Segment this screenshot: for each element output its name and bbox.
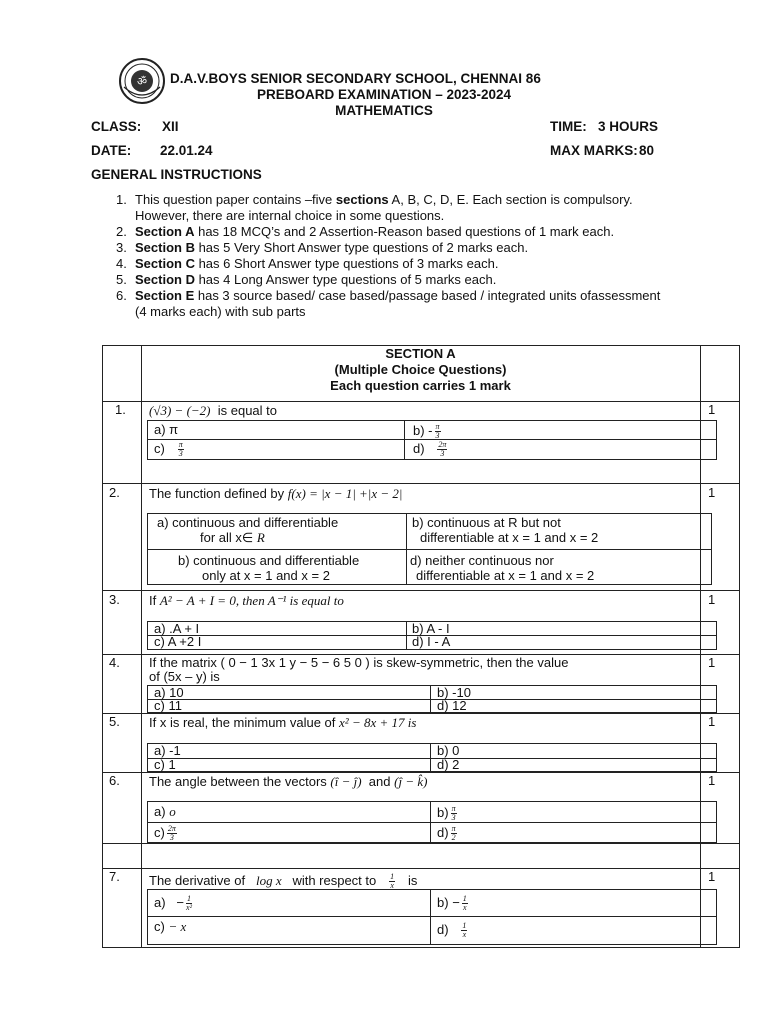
row-divider	[103, 868, 739, 869]
question-marks: 1	[708, 869, 716, 884]
options-divider	[148, 758, 716, 759]
options-box	[147, 685, 717, 713]
max-marks-label: MAX MARKS:	[550, 143, 638, 158]
instruction-item: 5. Section D has 4 Long Answer type questions of 5 marks each.	[116, 272, 497, 287]
school-name: D.A.V.BOYS SENIOR SECONDARY SCHOOL, CHENNAI 86	[170, 71, 541, 86]
row-divider	[103, 772, 739, 773]
time-value: 3 HOURS	[598, 119, 659, 134]
options-divider	[430, 890, 431, 944]
question-text: (√3) − (−2) is equal to	[149, 403, 277, 418]
option-a: a) .A + I	[154, 621, 200, 636]
question-marks: 1	[708, 402, 716, 417]
option-b: b) − $\frac{1}{x}$	[437, 894, 467, 912]
instruction-item: 4. Section C has 6 Short Answer type questions of 3 marks each.	[116, 256, 499, 271]
option-c-cont: only at x = 1 and x = 2	[202, 568, 330, 583]
question-text: If x is real, the minimum value of x² − 8x + 17 is	[149, 715, 417, 730]
option-b-cont: differentiable at x = 1 and x = 2	[420, 530, 599, 545]
option-d: d) $\frac{2\pi}{3}$	[413, 440, 447, 458]
question-number: 2.	[109, 485, 120, 500]
question-marks: 1	[708, 714, 716, 729]
question-number: 4.	[109, 655, 120, 670]
option-d: d) neither continuous nor	[410, 553, 554, 568]
option-c: b) continuous and differentiable	[178, 553, 360, 568]
option-b: b) $\frac{\pi}{3}$	[437, 804, 456, 822]
option-b: b) - $\frac{\pi}{3}$	[413, 422, 440, 440]
question-text: The function defined by f(x) = |x − 1| +|x − 2|	[149, 486, 403, 501]
section-subtitle: (Multiple Choice Questions)	[334, 362, 507, 377]
option-c: c) $\frac{\pi}{3}$	[154, 440, 183, 458]
option-b: b) 0	[437, 743, 460, 758]
option-c: c) A +2 I	[154, 634, 202, 649]
date-value: 22.01.24	[160, 143, 213, 158]
option-a-cont: for all x∈ R	[200, 530, 265, 545]
question-text: The derivative of log x with respect to $\frac{1}{x}$ is	[149, 872, 418, 890]
class-label: CLASS:	[91, 119, 142, 134]
options-divider	[148, 699, 716, 700]
question-number: 6.	[109, 773, 120, 788]
question-number: 7.	[109, 869, 120, 884]
option-d: d) 2	[437, 757, 460, 772]
options-divider	[148, 822, 716, 823]
instructions-title: GENERAL INSTRUCTIONS	[91, 167, 262, 182]
option-b: b) continuous at R but not	[412, 515, 561, 530]
question-marks: 1	[708, 655, 716, 670]
time-label: TIME:	[550, 119, 587, 134]
row-divider	[103, 713, 739, 714]
instructions-list	[116, 192, 671, 320]
question-text: If A² − A + I = 0, then A⁻¹ is equal to	[149, 593, 344, 608]
options-box	[147, 621, 717, 650]
question-text: If the matrix ( 0 − 1 3x 1 y − 5 − 6 5 0 ) is skew-symmetric, then the value	[149, 655, 569, 670]
options-box	[147, 420, 717, 460]
question-table	[102, 345, 740, 948]
option-d: d) 12	[437, 698, 467, 713]
option-c: c) 1	[154, 757, 176, 772]
row-divider	[103, 483, 739, 484]
row-divider	[103, 843, 739, 844]
option-d: d) $\frac{1}{x}$	[437, 921, 467, 939]
svg-text:ॐ: ॐ	[136, 75, 148, 88]
options-divider	[404, 421, 405, 459]
question-number: 1.	[115, 402, 126, 417]
instruction-item: 6. Section E has 3 source based/ case based/passage based / integrated units ofassessment (4 marks each) with sub parts	[116, 288, 661, 319]
option-c: c) 11	[154, 698, 182, 713]
date-label: DATE:	[91, 143, 132, 158]
row-divider	[103, 590, 739, 591]
instruction-item: 1. This question paper contains –five sections A, B, C, D, E. Each section is compulsory. However, there are internal choice in some questions.	[116, 192, 633, 223]
option-c: c) $\frac{2\pi}{3}$	[154, 824, 176, 842]
column-divider	[141, 346, 142, 947]
options-box	[147, 743, 717, 772]
instruction-item: 3. Section B has 5 Very Short Answer type questions of 2 marks each.	[116, 240, 529, 255]
option-a: a) 10	[154, 685, 184, 700]
options-box	[147, 801, 717, 843]
option-a: a) π	[154, 422, 179, 437]
option-b: b) A - I	[412, 621, 450, 636]
option-a: a) o	[154, 804, 176, 819]
question-marks: 1	[708, 592, 716, 607]
option-d-cont: differentiable at x = 1 and x = 2	[416, 568, 595, 583]
option-d: d) $\frac{\pi}{2}$	[437, 824, 456, 842]
options-divider	[148, 549, 711, 550]
question-number: 5.	[109, 714, 120, 729]
option-c: c) − x	[154, 919, 187, 934]
option-a: a) continuous and differentiable	[157, 515, 339, 530]
question-text: The angle between the vectors (î − ĵ) and (ĵ − k̂)	[149, 774, 428, 789]
instruction-item: 2. Section A has 18 MCQ’s and 2 Assertion-Reason based questions of 1 mark each.	[116, 224, 615, 239]
question-text-cont: of (5x – y) is	[149, 669, 220, 684]
subject-title: MATHEMATICS	[335, 103, 433, 118]
class-value: XII	[162, 119, 179, 134]
option-b: b) -10	[437, 685, 471, 700]
options-box	[147, 889, 717, 945]
option-d: d) I - A	[412, 634, 451, 649]
question-marks: 1	[708, 773, 716, 788]
row-divider	[103, 401, 739, 402]
options-divider	[148, 916, 716, 917]
options-box	[147, 513, 712, 585]
max-marks-value: 80	[639, 143, 655, 158]
section-note: Each question carries 1 mark	[330, 378, 511, 393]
section-title: SECTION A	[385, 346, 456, 361]
question-marks: 1	[708, 485, 716, 500]
question-number: 3.	[109, 592, 120, 607]
option-a: a) -1	[154, 743, 181, 758]
option-a: a) − $\frac{1}{\text{x²}}$	[154, 894, 192, 912]
exam-title: PREBOARD EXAMINATION – 2023-2024	[256, 87, 512, 102]
